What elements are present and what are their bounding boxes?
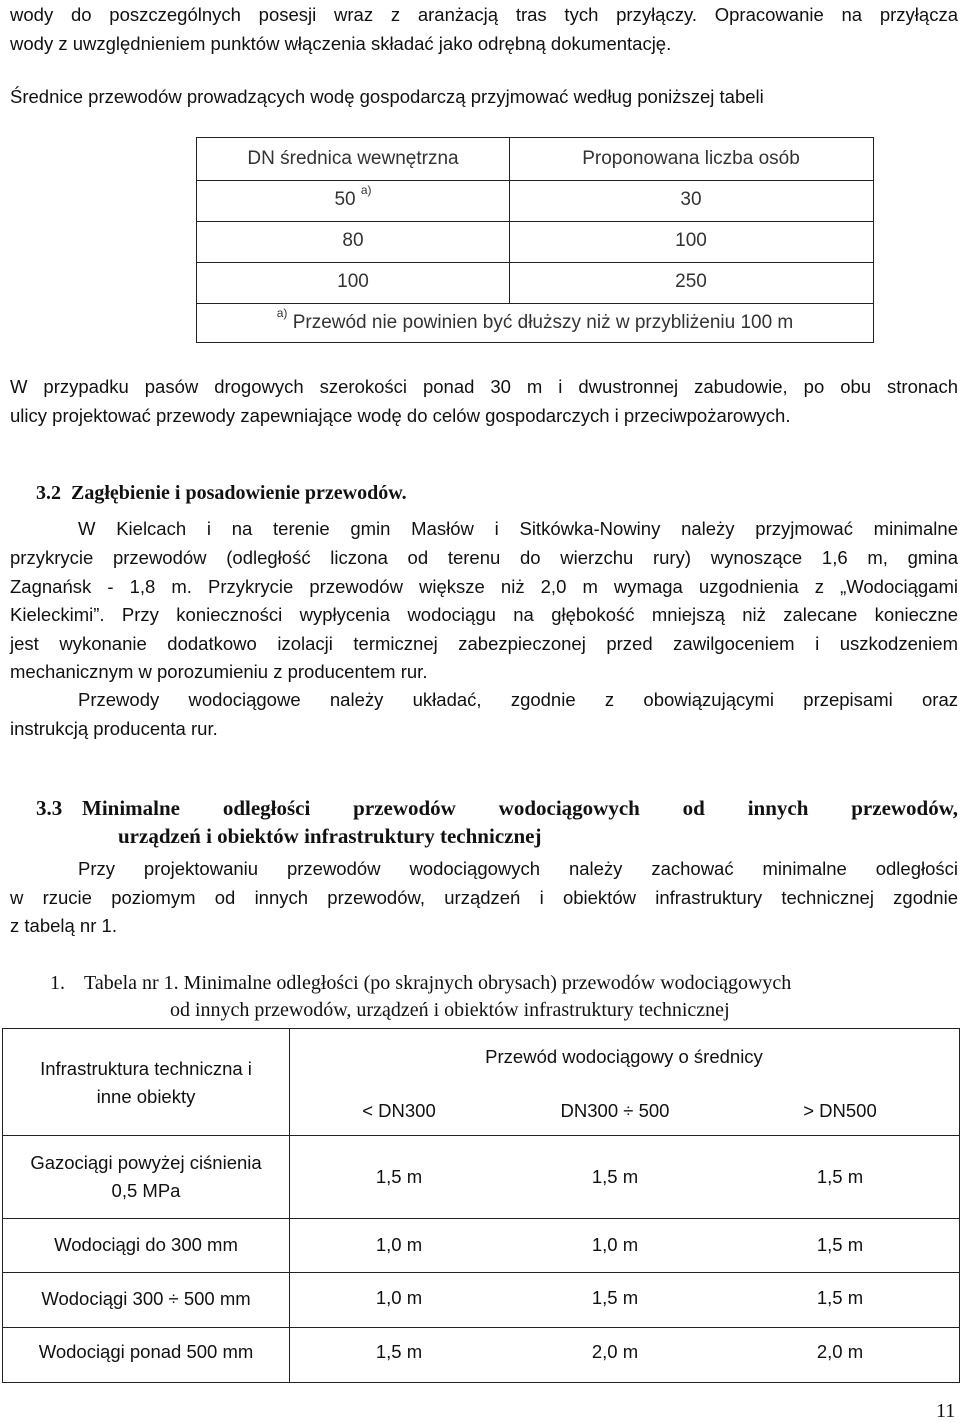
diameter-table <box>196 137 874 343</box>
caption-number: 1. <box>50 972 65 994</box>
table-header-group: Przewód wodociągowy o średnicy <box>485 1046 763 1067</box>
table-cell: 2,0 m <box>591 1341 639 1362</box>
table-cell-people: 100 <box>675 230 707 251</box>
section-3-3-line: w rzucie poziomym od innych przewodów, urządzeń i obiektów infrastruktury technicznej zgodnie <box>10 887 958 908</box>
table-divider <box>197 221 873 222</box>
intro-line-2: wody z uwzględnieniem punktów włączenia składać jako odrębną dokumentację. <box>10 33 672 54</box>
table-subheader: DN300 ÷ 500 <box>560 1100 670 1121</box>
table-cell: 1,0 m <box>375 1234 423 1255</box>
section-number: 3.2 <box>36 482 61 504</box>
table-cell-people: 250 <box>675 271 707 292</box>
dn-value: 50 <box>334 189 356 210</box>
section-3-2-line: instrukcją producenta rur. <box>10 718 218 739</box>
table-cell: 1,5 m <box>591 1166 639 1187</box>
section-3-2-line: W Kielcach i na terenie gmin Masłów i Sitkówka-Nowiny należy przyjmować minimalne <box>78 518 958 539</box>
section-3-2-line: Kieleckimi”. Przy konieczności wypłycenia wodociągu na głębokość mniejszą niż zalecane konieczne <box>10 604 958 625</box>
table-divider <box>197 303 873 304</box>
section-3-2-line: mechanicznym w porozumieniu z producentem rur. <box>10 661 428 682</box>
row-label-line: 0,5 MPa <box>111 1180 181 1201</box>
table-row-label <box>3 1149 289 1205</box>
intro-line-3: Średnice przewodów prowadzących wodę gospodarczą przyjmować według poniższej tabeli <box>10 86 764 107</box>
table-row-label: Wodociągi 300 ÷ 500 mm <box>41 1288 251 1309</box>
table-subheader: < DN300 <box>362 1100 436 1121</box>
table-cell: 1,5 m <box>375 1166 423 1187</box>
page-number: 11 <box>936 1400 956 1422</box>
table-header-people: Proponowana liczba osób <box>582 148 800 169</box>
table-cell: 2,0 m <box>816 1341 864 1362</box>
table-column-divider <box>289 1029 290 1382</box>
distance-table <box>2 1028 960 1383</box>
header-line: inne obiekty <box>96 1086 196 1107</box>
table-header-infrastructure <box>3 1055 289 1111</box>
section-3-3-number: 3.3 <box>36 796 63 820</box>
table-cell: 1,5 m <box>816 1234 864 1255</box>
table-cell-people: 30 <box>680 189 702 210</box>
section-3-3-line: Przy projektowaniu przewodów wodociągowych należy zachować minimalne odległości <box>78 858 958 879</box>
table-cell-dn: 80 <box>342 230 364 251</box>
table-footnote <box>197 305 873 334</box>
row-label-line: Gazociągi powyżej ciśnienia <box>30 1152 262 1173</box>
table-divider <box>3 1135 959 1136</box>
table-cell-dn <box>197 182 509 211</box>
table-cell: 1,5 m <box>591 1287 639 1308</box>
table-divider <box>3 1327 959 1328</box>
header-line: Infrastruktura techniczna i <box>40 1058 252 1079</box>
table-cell: 1,0 m <box>375 1287 423 1308</box>
section-3-3-title-line-2: urządzeń i obiektów infrastruktury technicznej <box>118 824 542 848</box>
para-line-2: ulicy projektować przewody zapewniające wodę do celów gospodarczych i przeciwpożarowych. <box>10 405 791 426</box>
table-row-label: Wodociągi ponad 500 mm <box>38 1341 254 1362</box>
table-cell: 1,0 m <box>591 1234 639 1255</box>
table-subheader: > DN500 <box>803 1100 877 1121</box>
table-cell: 1,5 m <box>816 1287 864 1308</box>
section-3-2-line: Zagnańsk - 1,8 m. Przykrycie przewodów większe niż 2,0 m wymaga uzgodnienia z „Wodociągami <box>10 576 958 597</box>
table-cell: 1,5 m <box>816 1166 864 1187</box>
caption-line-2: od innych przewodów, urządzeń i obiektów infrastruktury technicznej <box>170 999 730 1021</box>
section-3-2-line: przykrycie przewodów (odległość liczona od terenu do wierzchu rury) wynoszące 1,6 m, gmina <box>10 547 958 568</box>
table-divider <box>3 1272 959 1273</box>
section-title: Zagłębienie i posadowienie przewodów. <box>71 482 407 504</box>
footnote-marker: a) <box>276 305 288 320</box>
table-header-dn: DN średnica wewnętrzna <box>247 148 459 169</box>
table-row-label: Wodociągi do 300 mm <box>54 1234 238 1255</box>
footnote-text: Przewód nie powinien być dłuższy niż w przybliżeniu 100 m <box>292 312 794 333</box>
section-3-2-line: Przewody wodociągowe należy układać, zgodnie z obowiązującymi przepisami oraz <box>78 689 958 710</box>
section-3-3-line: z tabelą nr 1. <box>10 915 117 936</box>
section-3-2-line: jest wykonanie dodatkowo izolacji termicznej zabezpieczonej przed zawilgoceniem i uszkodzeniem <box>10 633 958 654</box>
table-cell: 1,5 m <box>375 1341 423 1362</box>
section-3-3-title-line-1: Minimalne odległości przewodów wodociągowych od innych przewodów, <box>82 796 958 820</box>
caption-line-1: Tabela nr 1. Minimalne odległości (po skrajnych obrysach) przewodów wodociągowych <box>84 972 792 994</box>
para-line-1: W przypadku pasów drogowych szerokości ponad 30 m i dwustronnej zabudowie, po obu stronach <box>10 376 958 397</box>
table-cell-dn: 100 <box>337 271 369 292</box>
footnote-marker: a) <box>360 182 372 197</box>
intro-line-1: wody do poszczególnych posesji wraz z aranżacją tras tych przyłączy. Opracowanie na przyłącza <box>10 4 958 25</box>
table-divider <box>197 262 873 263</box>
section-3-2-heading <box>36 482 407 504</box>
table-divider <box>197 180 873 181</box>
table-divider <box>3 1218 959 1219</box>
